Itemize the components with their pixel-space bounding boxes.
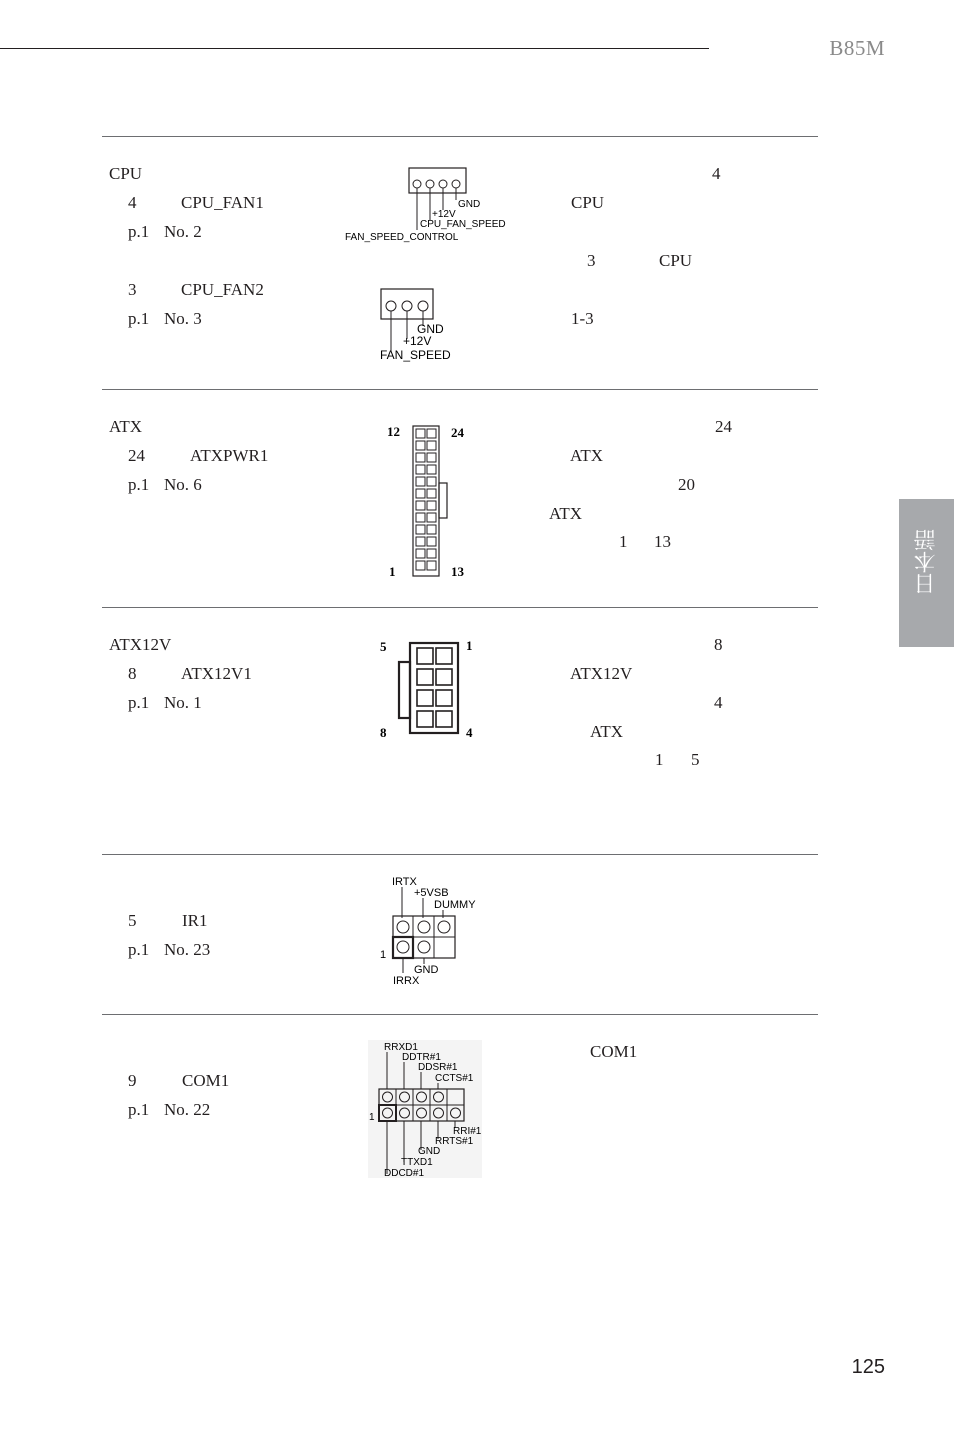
fan-control-pin-label: FAN_SPEED_CONTROL	[345, 232, 459, 243]
item-number: No. 22	[164, 1100, 211, 1119]
section-title: ATX12V	[109, 635, 172, 654]
pin-number-label: 12	[387, 424, 400, 439]
connector-name: IR1	[182, 911, 208, 930]
description-text: 4	[712, 164, 721, 183]
description-text: CPU	[659, 251, 693, 270]
page-ref: p.1	[128, 309, 150, 328]
pin-number-label: 1	[389, 564, 396, 579]
pin-number-label: 1	[466, 638, 473, 653]
pin-cell	[416, 465, 425, 474]
language-tab	[899, 499, 954, 647]
pin-cell	[416, 561, 425, 570]
pin-cell	[416, 525, 425, 534]
irrx-pin-label: IRRX	[393, 975, 420, 987]
ccts-pin-label: CCTS#1	[435, 1073, 474, 1084]
description-text: 20	[678, 475, 695, 494]
description-text: CPU	[571, 193, 605, 212]
pin-cell	[427, 429, 436, 438]
ddcd-pin-label: DDCD#1	[384, 1168, 425, 1178]
item-number: No. 2	[164, 222, 202, 241]
pin-count: 9	[128, 1071, 137, 1090]
pin-cell	[416, 537, 425, 546]
page-ref: p.1	[128, 475, 150, 494]
model-name: B85M	[829, 36, 885, 60]
section-title: CPU	[109, 164, 143, 183]
pin-number-label: 4	[466, 725, 473, 740]
pin-cell	[417, 711, 433, 727]
pin-cell	[416, 477, 425, 486]
description-text: 24	[715, 417, 732, 436]
gnd-pin-label: GND	[417, 322, 444, 336]
ir-header-diagram	[378, 872, 483, 990]
pin-count: 4	[128, 193, 137, 212]
pin-count: 8	[128, 664, 137, 683]
cpu-fan2-connector-diagram	[377, 285, 487, 365]
section-divider	[102, 389, 818, 390]
section-divider	[102, 854, 818, 855]
pin-count: 3	[128, 280, 137, 299]
ttxd-pin-label: TTXD1	[401, 1157, 433, 1168]
description-text: COM1	[590, 1042, 638, 1061]
item-number: No. 23	[164, 940, 211, 959]
pin-cell	[427, 561, 436, 570]
pin-cell	[436, 669, 452, 685]
pin-cell	[416, 501, 425, 510]
item-number: No. 6	[164, 475, 202, 494]
connector-name: CPU_FAN1	[181, 193, 264, 212]
pin-cell	[427, 453, 436, 462]
pin-cell	[416, 549, 425, 558]
rrts-pin-label: RRTS#1	[435, 1136, 474, 1147]
rrxd-pin-label: RRXD1	[384, 1042, 418, 1053]
gnd-pin-label: GND	[418, 1146, 441, 1157]
description-text: 5	[691, 750, 700, 769]
description-text: 1	[655, 750, 664, 769]
pin-cell	[417, 669, 433, 685]
atx-24pin-connector-diagram	[382, 420, 482, 585]
cpu-fan1-connector-diagram	[343, 164, 513, 244]
pin-one-label: 1	[369, 1112, 375, 1123]
gnd-pin-label: GND	[414, 964, 439, 976]
description-text: 1-3	[571, 309, 594, 328]
pin-count: 5	[128, 911, 137, 930]
pin-cell	[416, 441, 425, 450]
pin-cell	[427, 525, 436, 534]
section-divider	[102, 607, 818, 608]
page-ref: p.1	[128, 940, 150, 959]
pin-number-label: 5	[380, 639, 387, 654]
pin-cell	[427, 513, 436, 522]
description-text: 1	[619, 532, 628, 551]
description-text: ATX12V	[570, 664, 633, 683]
section-title: ATX	[109, 417, 143, 436]
description-text: ATX	[590, 722, 624, 741]
description-text: 8	[714, 635, 723, 654]
5vsb-pin-label: +5VSB	[414, 887, 449, 899]
pin-cell	[436, 711, 452, 727]
section-divider	[102, 136, 818, 137]
pin-cell	[427, 549, 436, 558]
pin-cell	[427, 465, 436, 474]
page-ref: p.1	[128, 222, 150, 241]
header-rule	[0, 48, 709, 49]
language-tab-label: 日本語	[914, 529, 939, 595]
pin-number-label: 24	[451, 425, 464, 440]
com-header-diagram	[368, 1040, 482, 1178]
fan-speed-pin-label: CPU_FAN_SPEED	[420, 219, 506, 230]
description-text: 3	[587, 251, 596, 270]
pin-cell	[416, 453, 425, 462]
item-number: No. 1	[164, 693, 202, 712]
pin-one-label: 1	[380, 949, 387, 961]
pin-cell	[417, 648, 433, 664]
connector-name: CPU_FAN2	[181, 280, 264, 299]
pin-cell	[427, 537, 436, 546]
rri-pin-label: RRI#1	[453, 1126, 482, 1137]
description-text: ATX	[549, 504, 583, 523]
page-ref: p.1	[128, 693, 150, 712]
connector-name: ATX12V1	[181, 664, 252, 683]
pin-cell	[416, 489, 425, 498]
pin-cell	[427, 477, 436, 486]
description-text: 4	[714, 693, 723, 712]
irtx-pin-label: IRTX	[392, 876, 417, 888]
gnd-pin-label: GND	[458, 199, 481, 210]
pin-count: 24	[128, 446, 145, 465]
pin-cell	[436, 648, 452, 664]
pin-cell	[417, 690, 433, 706]
pin-number-label: 13	[451, 564, 464, 579]
12v-pin-label: +12V	[432, 209, 456, 220]
pin-cell	[416, 429, 425, 438]
pin-cell	[427, 489, 436, 498]
pin-cell	[427, 441, 436, 450]
section-divider	[102, 1014, 818, 1015]
pin-grid	[417, 648, 452, 727]
item-number: No. 3	[164, 309, 202, 328]
description-text: 13	[654, 532, 671, 551]
atx12v-8pin-connector-diagram	[374, 636, 484, 744]
ddsr-pin-label: DDSR#1	[418, 1062, 458, 1073]
pin-cell	[436, 690, 452, 706]
fan-speed-pin-label: FAN_SPEED	[380, 348, 451, 362]
ddtr-pin-label: DDTR#1	[402, 1052, 441, 1063]
connector-name: COM1	[182, 1071, 230, 1090]
pin-cell	[416, 513, 425, 522]
page-ref: p.1	[128, 1100, 150, 1119]
connector-name: ATXPWR1	[190, 446, 269, 465]
pin-number-label: 8	[380, 725, 387, 740]
12v-pin-label: +12V	[403, 334, 432, 348]
pin-grid	[416, 429, 436, 570]
dummy-pin-label: DUMMY	[434, 899, 476, 911]
pin-cell	[427, 501, 436, 510]
page-number: 125	[851, 1356, 885, 1378]
description-text: ATX	[570, 446, 604, 465]
